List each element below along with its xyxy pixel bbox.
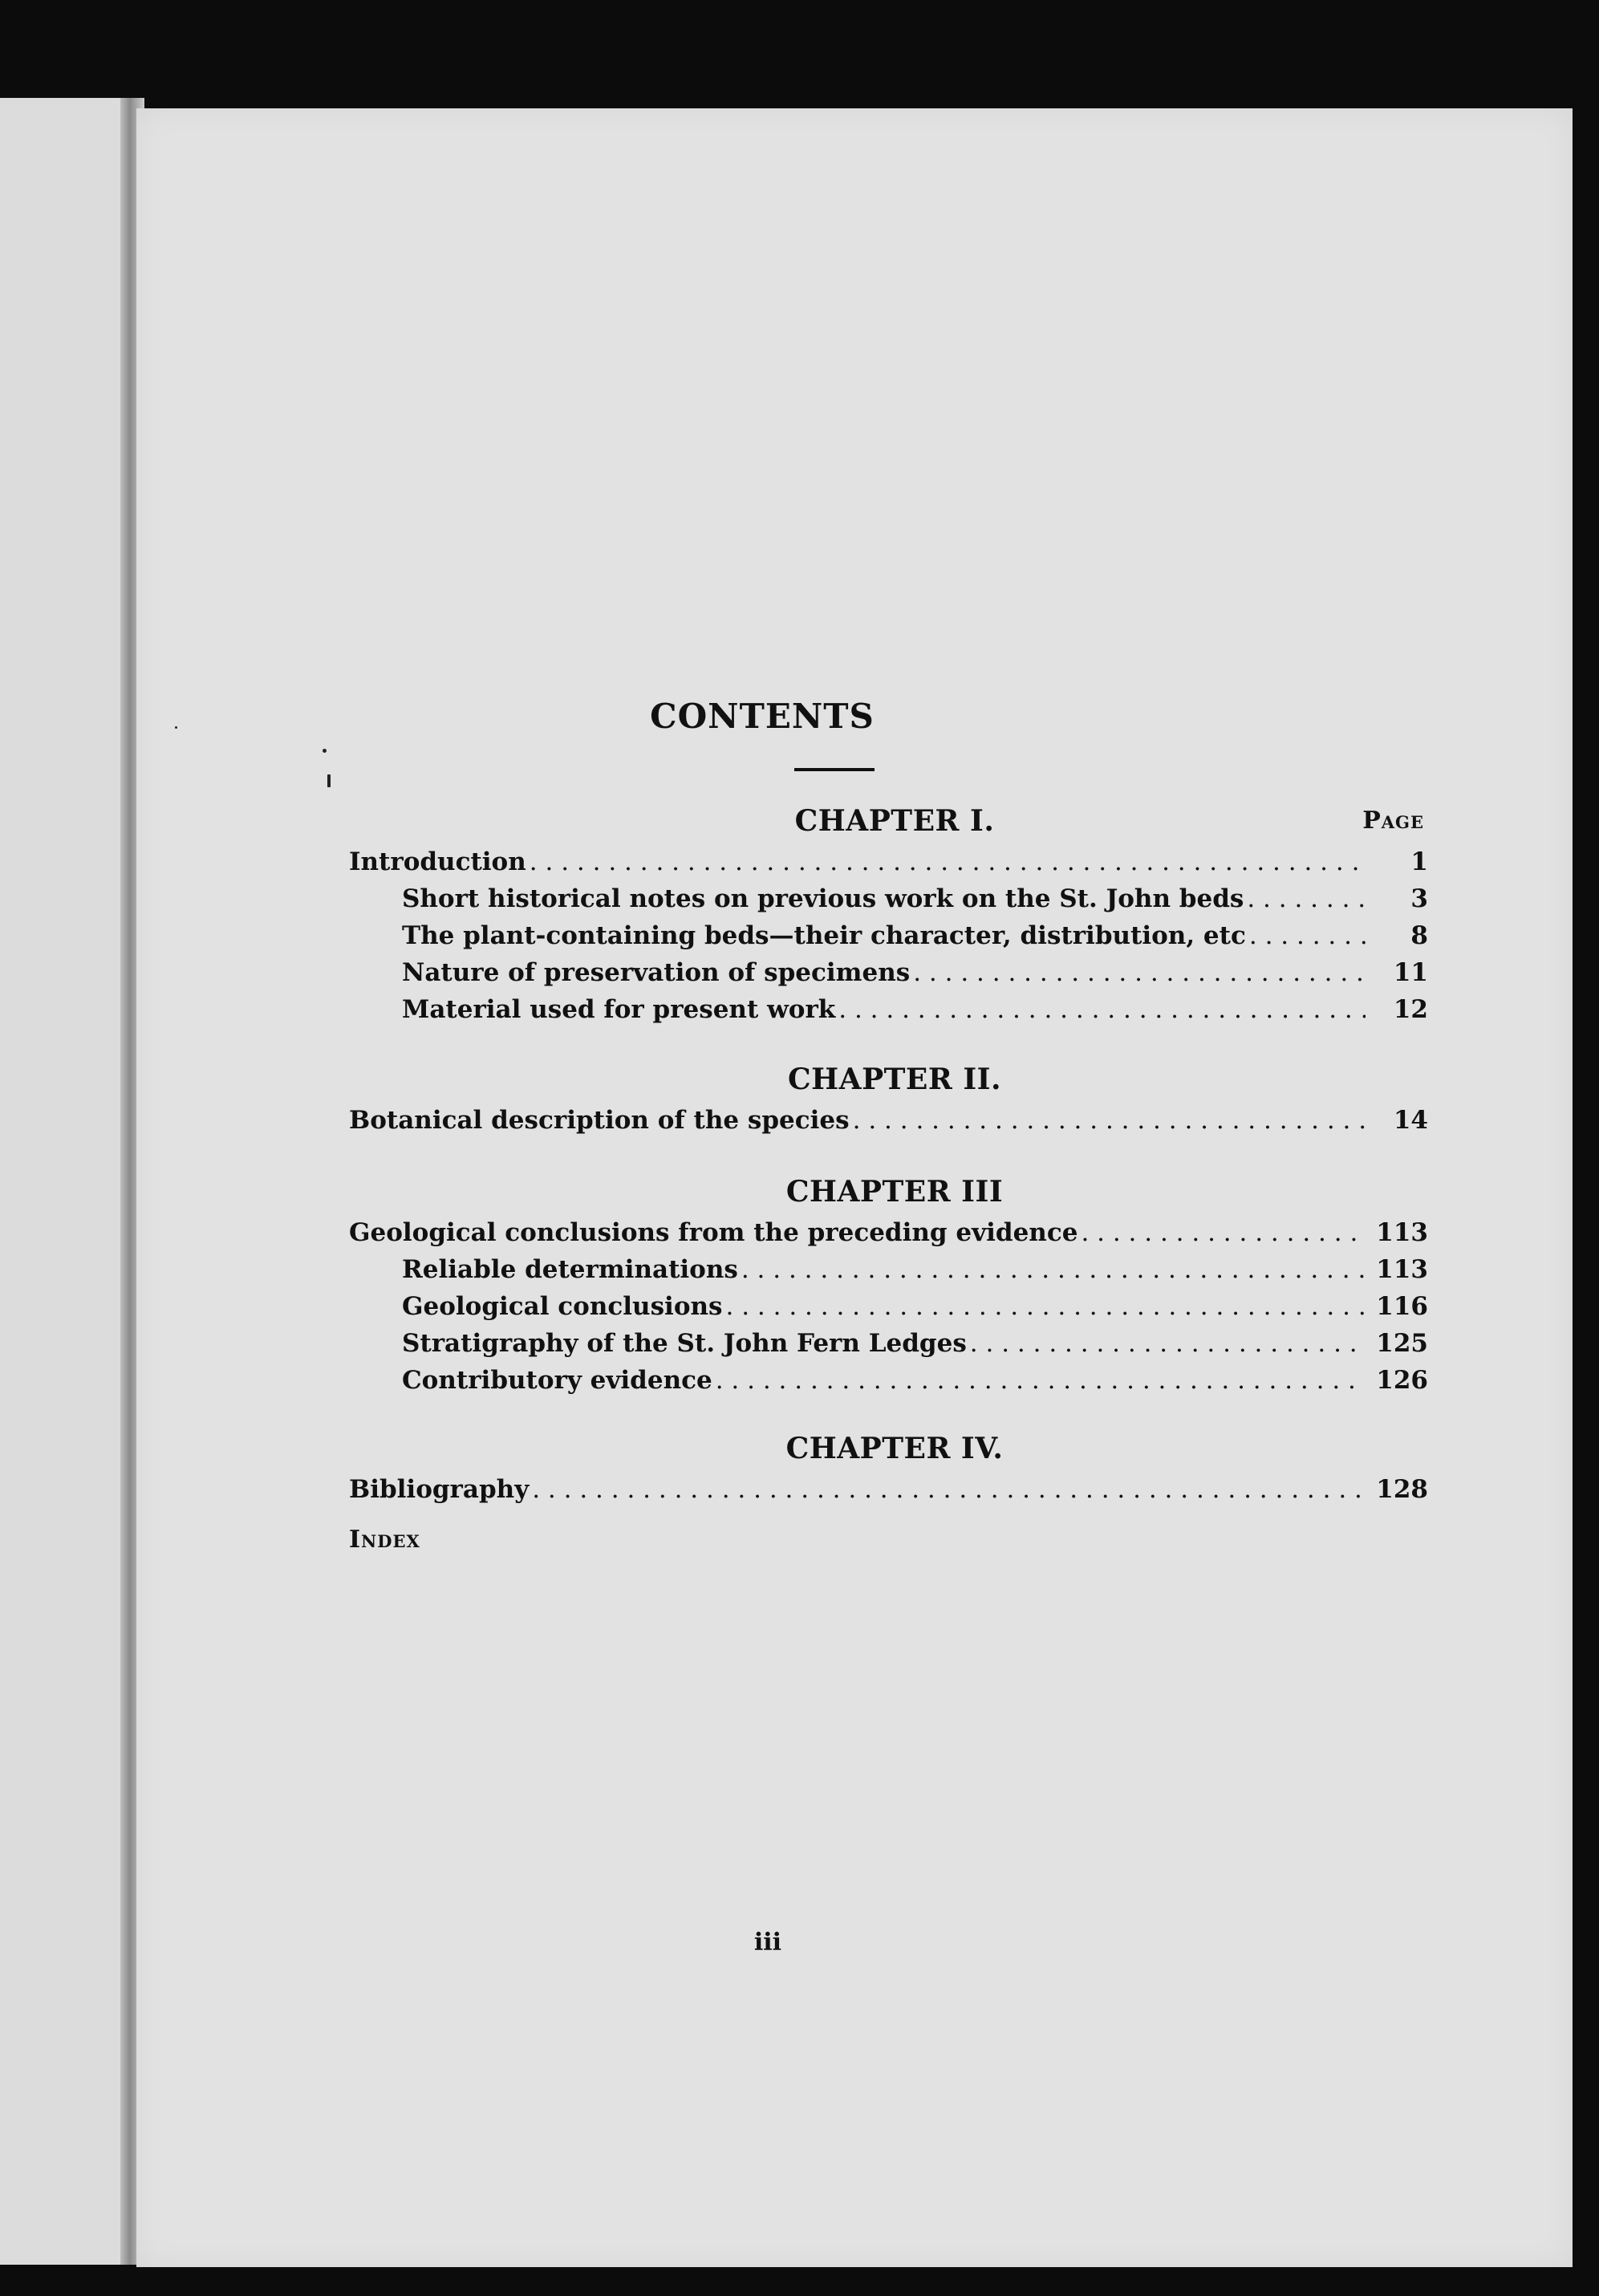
toc-entry-page: 113 — [1376, 1255, 1428, 1284]
toc-entry-page: 125 — [1376, 1329, 1428, 1358]
toc-entry-text: Nature of preservation of specimens — [402, 958, 911, 987]
toc-entry-page: 12 — [1393, 995, 1428, 1024]
chapter-heading: CHAPTER II. — [787, 1063, 1002, 1096]
section-spacer — [349, 1139, 1440, 1169]
chapter-4 — [349, 1426, 1440, 1508]
toc-entry-page: 113 — [1376, 1218, 1428, 1247]
toc-entry-page: 126 — [1376, 1366, 1428, 1395]
toc-entry[interactable] — [349, 880, 1440, 917]
toc-entry-text: Botanical description of the species — [349, 1106, 850, 1135]
toc-entry-page: 116 — [1376, 1292, 1428, 1321]
dot-leader — [1247, 880, 1366, 917]
toc-entry-text: Introduction — [349, 847, 526, 876]
chapter-heading: CHAPTER III — [785, 1175, 1004, 1209]
toc-entry-page: 14 — [1393, 1106, 1428, 1135]
dot-leader — [1249, 917, 1366, 954]
toc-entry-text: Short historical notes on previous work on the St. John beds — [402, 884, 1244, 913]
toc-entry[interactable] — [349, 1102, 1440, 1139]
page-column-label: Page — [1362, 807, 1424, 835]
dot-leader — [1081, 1214, 1366, 1251]
toc-entry[interactable] — [349, 1471, 1440, 1508]
ink-speck — [327, 774, 331, 787]
dot-leader — [970, 1325, 1366, 1362]
toc-entry-text: Geological conclusions — [402, 1292, 723, 1321]
contents-page — [136, 108, 1573, 2267]
dot-leader — [532, 1471, 1366, 1508]
dot-leader — [726, 1288, 1366, 1325]
toc-entry[interactable] — [349, 1362, 1440, 1399]
toc-entry-page: 11 — [1393, 958, 1428, 987]
toc-entry[interactable] — [349, 954, 1440, 991]
toc-entry-text: Reliable determinations — [402, 1255, 738, 1284]
dot-leader — [716, 1362, 1366, 1399]
dot-leader — [741, 1251, 1366, 1288]
toc-entry[interactable] — [349, 991, 1440, 1028]
chapter-3 — [349, 1169, 1440, 1399]
page-number: iii — [753, 1928, 782, 1957]
toc-entry[interactable] — [349, 1251, 1440, 1288]
toc-entry[interactable] — [349, 917, 1440, 954]
toc-entry-page: 8 — [1410, 921, 1428, 950]
toc-entry[interactable] — [349, 843, 1440, 880]
dot-leader — [838, 991, 1366, 1028]
toc-entry[interactable] — [349, 1214, 1440, 1251]
toc-entry-page: 3 — [1410, 884, 1428, 913]
chapter-heading: CHAPTER IV. — [785, 1432, 1004, 1465]
toc-entry-text: Bibliography — [349, 1475, 530, 1504]
title-rule — [794, 768, 875, 771]
toc-entry-text: Material used for present work — [402, 995, 836, 1024]
toc-entry-page: 1 — [1410, 847, 1428, 876]
page-title: CONTENTS — [650, 697, 875, 736]
chapter-heading: CHAPTER I. — [794, 804, 995, 838]
section-spacer — [349, 1028, 1440, 1057]
toc-entry[interactable] — [349, 1288, 1440, 1325]
ink-speck — [323, 749, 327, 753]
chapter-1 — [349, 799, 1440, 1028]
toc-entry-page: 128 — [1376, 1475, 1428, 1504]
chapter-2 — [349, 1057, 1440, 1139]
toc-entry[interactable] — [349, 1325, 1440, 1362]
dot-leader — [913, 954, 1366, 991]
toc-entry-text: Stratigraphy of the St. John Fern Ledges — [402, 1329, 967, 1358]
section-spacer — [349, 1399, 1440, 1426]
index-entry[interactable]: Index — [349, 1526, 420, 1554]
dot-leader — [530, 843, 1366, 880]
table-of-contents — [349, 799, 1440, 1554]
toc-entry-text: The plant-containing beds—their character, distribution, etc — [402, 921, 1246, 950]
toc-entry-text: Geological conclusions from the preceding evidence — [349, 1218, 1078, 1247]
toc-entry-text: Contributory evidence — [402, 1366, 712, 1395]
dot-leader — [853, 1102, 1366, 1139]
